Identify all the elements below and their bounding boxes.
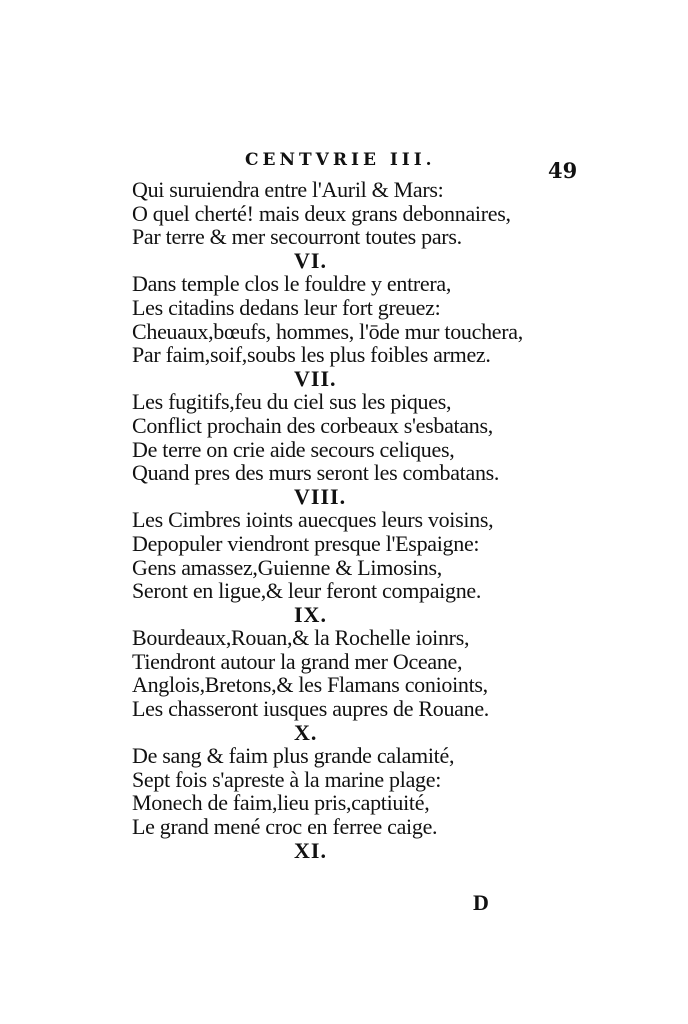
verse-line: Les fugitifs,feu du ciel sus les piques,: [132, 389, 452, 415]
verse-line: Cheuaux,bœufs, hommes, l'ōde mur touchera,: [132, 318, 523, 344]
verse-line: Le grand mené croc en ferree caige.: [132, 814, 438, 840]
verse-line: Depopuler viendront presque l'Espaigne:: [132, 530, 480, 556]
signature-mark: D: [473, 890, 489, 915]
verse-line: Tiendront autour la grand mer Oceane,: [132, 648, 463, 674]
verse-line: De terre on crie aide secours celiques,: [132, 436, 455, 462]
quatrain-number: XI.: [294, 837, 327, 863]
verse-line: Les chasseront iusques aupres de Rouane.: [132, 696, 490, 722]
verse-line: Seront en ligue,& leur feront compaigne.: [132, 578, 482, 604]
verse-line: Bourdeaux,Rouan,& la Rochelle ioinrs,: [132, 625, 470, 651]
quatrain-number: X.: [294, 719, 318, 745]
quatrain-number: VIII.: [294, 483, 347, 509]
verse-line: Monech de faim,lieu pris,captiuité,: [132, 790, 430, 816]
quatrain-number: VII.: [294, 365, 337, 391]
verse-line: Anglois,Bretons,& les Flamans conioints,: [132, 672, 488, 698]
quatrain-text: [132, 178, 612, 862]
verse-line: Les citadins dedans leur fort greuez:: [132, 294, 441, 320]
verse-line: Par terre & mer secourront toutes pars.: [132, 224, 462, 250]
running-head: CENTVRIE III.: [245, 150, 436, 170]
quatrain-number: VI.: [294, 247, 327, 273]
quatrain-number: IX.: [294, 601, 327, 627]
verse-line: De sang & faim plus grande calamité,: [132, 743, 455, 769]
verse-line: O quel cherté! mais deux grans debonnaires,: [132, 200, 511, 226]
verse-line: Sept fois s'apreste à la marine plage:: [132, 766, 442, 792]
verse-line: Les Cimbres ioints auecques leurs voisins,: [132, 507, 494, 533]
verse-line: Qui suruiendra entre l'Auril & Mars:: [132, 177, 444, 202]
verse-line: Dans temple clos le fouldre y entrera,: [132, 271, 452, 297]
verse-line: Gens amassez,Guienne & Limosins,: [132, 554, 442, 580]
page-number: 49: [548, 158, 578, 183]
verse-line: Conflict prochain des corbeaux s'esbatans,: [132, 412, 493, 438]
verse-line: Quand pres des murs seront les combatans.: [132, 460, 500, 486]
verse-line: Par faim,soif,soubs les plus foibles armez.: [132, 342, 491, 368]
